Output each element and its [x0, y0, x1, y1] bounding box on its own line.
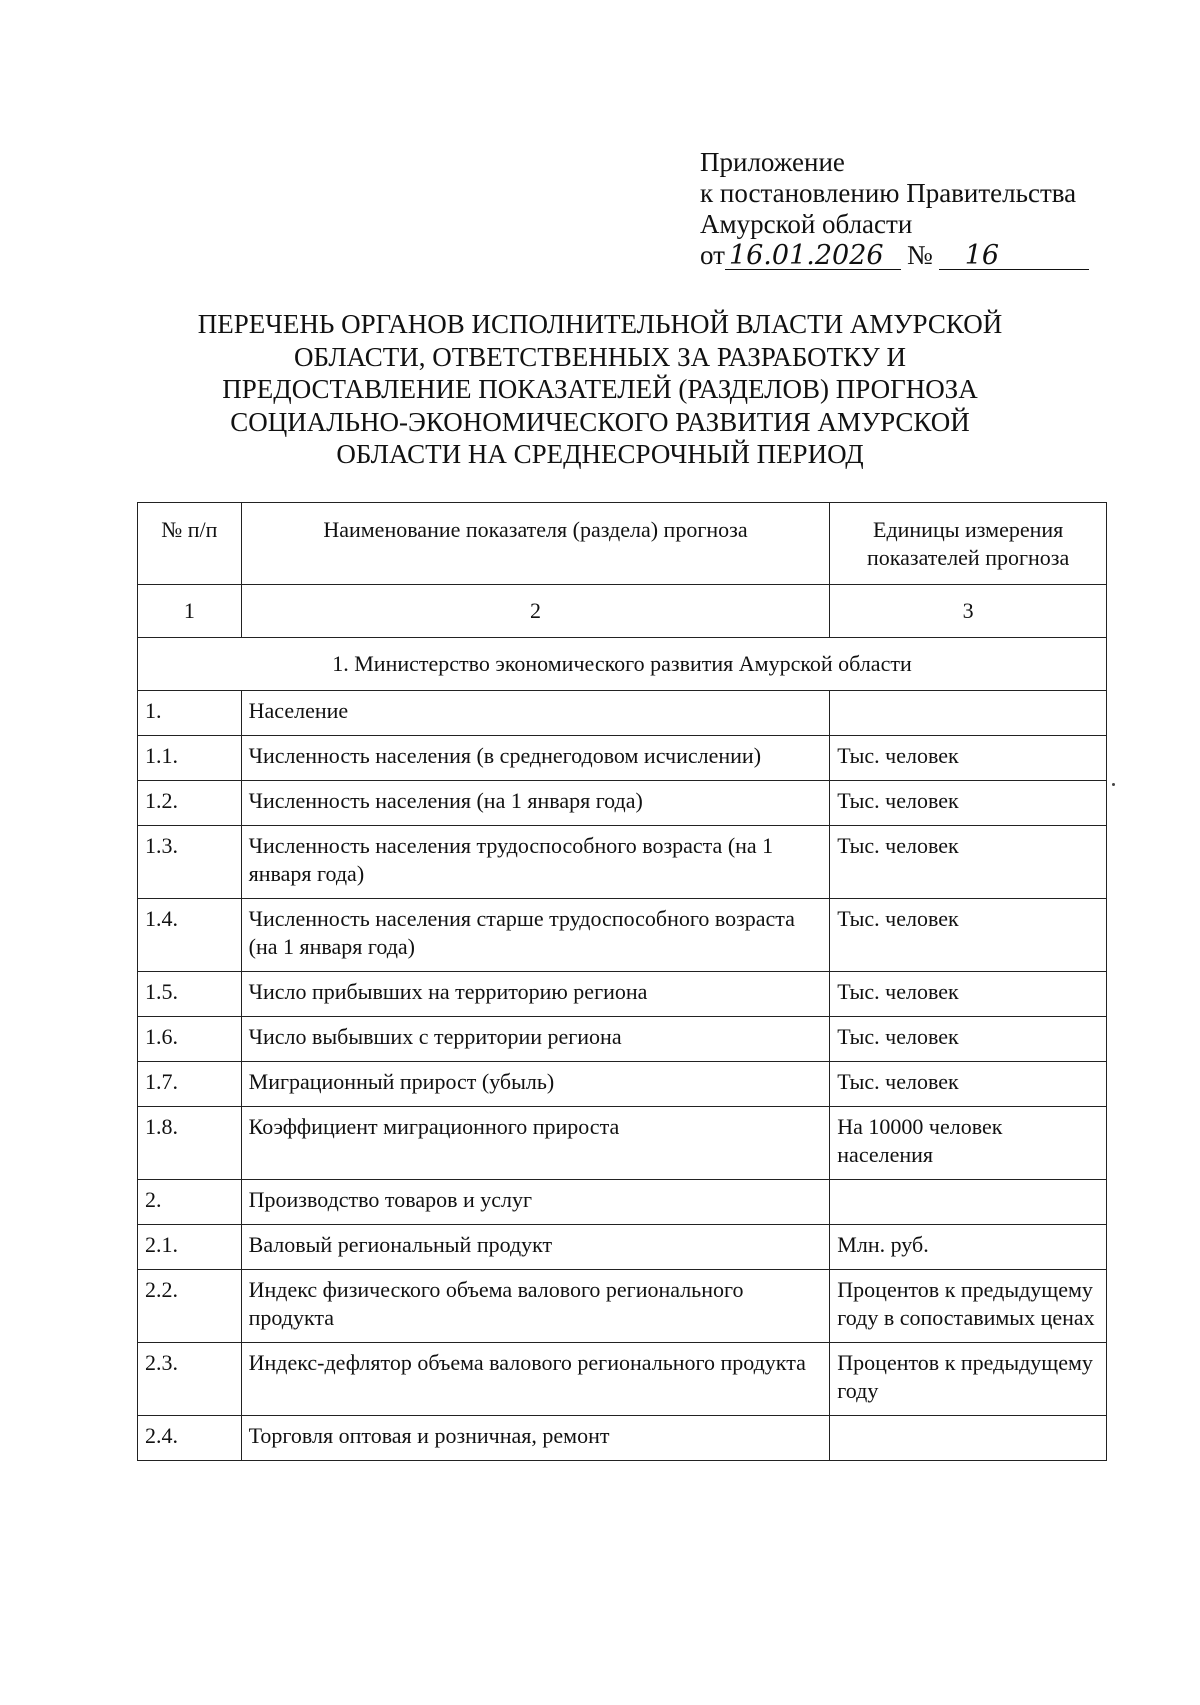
- handwritten-number: 16: [939, 243, 1089, 270]
- appendix-region-line: Амурской области: [700, 209, 913, 239]
- row-indicator: Индекс-дефлятор объема валового регионального продукта: [241, 1343, 830, 1416]
- table-row: [138, 1062, 1107, 1107]
- column-number: 2: [241, 585, 830, 638]
- row-units: На 10000 человек населения: [830, 1107, 1107, 1180]
- scan-artifact-dot: [1112, 783, 1115, 786]
- title-line-5: ОБЛАСТИ НА СРЕДНЕСРОЧНЫЙ ПЕРИОД: [336, 439, 864, 469]
- table-row: [138, 1343, 1107, 1416]
- row-indicator: Миграционный прирост (убыль): [241, 1062, 830, 1107]
- table-header-row: [138, 503, 1107, 585]
- title-line-4: СОЦИАЛЬНО-ЭКОНОМИЧЕСКОГО РАЗВИТИЯ АМУРСКОЙ: [230, 406, 970, 437]
- row-units: [830, 691, 1107, 736]
- row-number: 2.4.: [138, 1416, 242, 1461]
- row-indicator: Коэффициент миграционного прироста: [241, 1107, 830, 1180]
- row-number: 1.6.: [138, 1017, 242, 1062]
- row-indicator: Численность населения (в среднегодовом исчислении): [241, 736, 830, 781]
- date-prefix: от: [700, 240, 725, 270]
- row-units: Процентов к предыдущему году в сопоставимых ценах: [830, 1270, 1107, 1343]
- row-number: 2.2.: [138, 1270, 242, 1343]
- row-indicator: Численность населения трудоспособного возраста (на 1 января года): [241, 826, 830, 899]
- appendix-resolution-line: к постановлению Правительства: [700, 178, 1077, 208]
- column-numbers-row: [138, 585, 1107, 638]
- appendix-header: [700, 147, 1089, 271]
- section-row: [138, 638, 1107, 691]
- row-indicator: Индекс физического объема валового регионального продукта: [241, 1270, 830, 1343]
- row-units: Тыс. человек: [830, 781, 1107, 826]
- row-units: Тыс. человек: [830, 736, 1107, 781]
- table-row: [138, 826, 1107, 899]
- handwritten-date: 16.01.2026: [725, 243, 901, 270]
- header-indicator: Наименование показателя (раздела) прогноза: [241, 503, 830, 585]
- row-number: 1.3.: [138, 826, 242, 899]
- row-indicator: Население: [241, 691, 830, 736]
- row-units: Млн. руб.: [830, 1225, 1107, 1270]
- row-units: Тыс. человек: [830, 826, 1107, 899]
- appendix-date-line: [700, 240, 1089, 271]
- table-row: [138, 691, 1107, 736]
- indicators-table: [137, 502, 1107, 1461]
- header-number: № п/п: [138, 503, 242, 585]
- table-row: [138, 1017, 1107, 1062]
- title-line-2: ОБЛАСТИ, ОТВЕТСТВЕННЫХ ЗА РАЗРАБОТКУ И: [294, 341, 906, 372]
- row-indicator: Численность населения старше трудоспособного возраста (на 1 января года): [241, 899, 830, 972]
- table-row: [138, 972, 1107, 1017]
- row-units: [830, 1180, 1107, 1225]
- row-indicator: Производство товаров и услуг: [241, 1180, 830, 1225]
- row-indicator: Валовый региональный продукт: [241, 1225, 830, 1270]
- column-number: 1: [138, 585, 242, 638]
- row-indicator: Торговля оптовая и розничная, ремонт: [241, 1416, 830, 1461]
- row-number: 1.1.: [138, 736, 242, 781]
- row-number: 1.7.: [138, 1062, 242, 1107]
- table-row: [138, 1107, 1107, 1180]
- row-number: 1.4.: [138, 899, 242, 972]
- row-units: [830, 1416, 1107, 1461]
- row-number: 2.: [138, 1180, 242, 1225]
- header-units: Единицы измерения показателей прогноза: [830, 503, 1107, 585]
- row-indicator: Число прибывших на территорию региона: [241, 972, 830, 1017]
- table-row: [138, 899, 1107, 972]
- table-row: [138, 1270, 1107, 1343]
- number-sign: №: [906, 240, 933, 270]
- section-title: 1. Министерство экономического развития Амурской области: [138, 638, 1107, 691]
- appendix-label: Приложение: [700, 147, 845, 177]
- column-number: 3: [830, 585, 1107, 638]
- row-units: Тыс. человек: [830, 972, 1107, 1017]
- title-line-3: ПРЕДОСТАВЛЕНИЕ ПОКАЗАТЕЛЕЙ (РАЗДЕЛОВ) ПРОГНОЗА: [222, 374, 978, 404]
- row-units: Процентов к предыдущему году: [830, 1343, 1107, 1416]
- document-title: [130, 308, 1070, 471]
- table-row: [138, 781, 1107, 826]
- row-units: Тыс. человек: [830, 899, 1107, 972]
- row-number: 1.: [138, 691, 242, 736]
- row-number: 2.3.: [138, 1343, 242, 1416]
- row-indicator: Число выбывших с территории региона: [241, 1017, 830, 1062]
- row-number: 2.1.: [138, 1225, 242, 1270]
- row-number: 1.5.: [138, 972, 242, 1017]
- table-row: [138, 1416, 1107, 1461]
- row-number: 1.2.: [138, 781, 242, 826]
- row-number: 1.8.: [138, 1107, 242, 1180]
- title-line-1: ПЕРЕЧЕНЬ ОРГАНОВ ИСПОЛНИТЕЛЬНОЙ ВЛАСТИ АМУРСКОЙ: [197, 309, 1003, 339]
- table-row: [138, 736, 1107, 781]
- row-indicator: Численность населения (на 1 января года): [241, 781, 830, 826]
- table-row: [138, 1225, 1107, 1270]
- table-row: [138, 1180, 1107, 1225]
- row-units: Тыс. человек: [830, 1062, 1107, 1107]
- row-units: Тыс. человек: [830, 1017, 1107, 1062]
